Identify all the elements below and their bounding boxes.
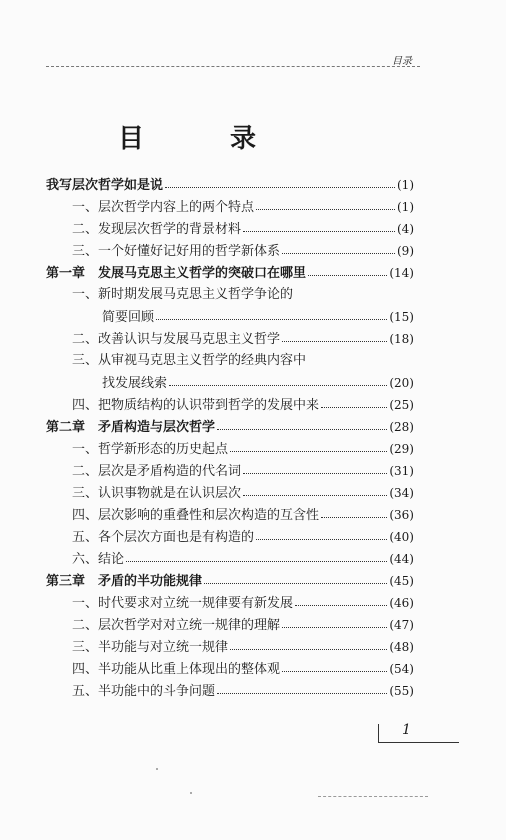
toc-entry (46, 482, 414, 504)
toc-entry (46, 504, 414, 526)
toc-entry (46, 680, 414, 702)
toc-leader-dots (217, 684, 387, 694)
toc-entry-page: (14) (389, 266, 414, 280)
toc-entry (46, 526, 414, 548)
toc-entry (46, 240, 414, 262)
toc-leader-dots (282, 332, 387, 342)
toc-entry-title: 二、层次哲学对对立统一规律的理解 (72, 618, 281, 633)
toc-entry-page: (34) (389, 486, 414, 500)
toc-entry-page: (40) (389, 530, 414, 544)
toc-entry (46, 372, 414, 394)
header-section-label: 目录 (392, 56, 412, 67)
toc-entry-title: 简要回顾 (102, 310, 155, 325)
toc-entry-page: (25) (389, 398, 414, 412)
toc-leader-dots (256, 530, 387, 540)
toc-leader-dots (282, 662, 387, 672)
toc-entry (46, 218, 414, 240)
toc-entry-page: (46) (389, 596, 414, 610)
toc-entry (46, 262, 414, 284)
toc-entry-page: (1) (397, 200, 414, 214)
toc-leader-dots (308, 266, 387, 276)
footer-frame (378, 724, 459, 743)
toc-entry-page: (20) (389, 376, 414, 390)
toc-entry-title: 五、各个层次方面也是有构造的 (72, 530, 255, 545)
toc-leader-dots (204, 574, 387, 584)
toc-entry (46, 592, 414, 614)
toc-entry-title: 第二章 矛盾构造与层次哲学 (46, 420, 216, 435)
toc-entry (46, 306, 414, 328)
toc-entry-title: 四、层次影响的重叠性和层次构造的互含性 (72, 508, 320, 523)
toc-entry-title: 四、半功能从比重上体现出的整体观 (72, 662, 281, 677)
toc-entry-title: 第一章 发展马克思主义哲学的突破口在哪里 (46, 266, 307, 281)
toc-entry (46, 174, 414, 196)
toc-entry (46, 416, 414, 438)
toc-entry-page: (9) (397, 244, 414, 258)
toc-entry-title: 二、层次是矛盾构造的代名词 (72, 464, 242, 479)
table-of-contents (46, 174, 414, 702)
toc-entry-title: 一、时代要求对立统一规律要有新发展 (72, 596, 294, 611)
toc-leader-dots (321, 398, 387, 408)
toc-entry-title: 三、认识事物就是在认识层次 (72, 486, 242, 501)
toc-entry-title: 六、结论 (72, 552, 125, 567)
toc-entry-title: 一、层次哲学内容上的两个特点 (72, 200, 255, 215)
toc-entry (46, 548, 414, 570)
toc-entry (46, 460, 414, 482)
toc-leader-dots (256, 200, 395, 210)
toc-leader-dots (126, 552, 387, 562)
scan-artifact-line (318, 796, 428, 797)
toc-entry-title: 一、新时期发展马克思主义哲学争论的 (72, 287, 294, 302)
toc-entry-title: 三、从审视马克思主义哲学的经典内容中 (72, 353, 307, 368)
toc-entry (46, 350, 414, 372)
toc-entry-page: (48) (389, 640, 414, 654)
toc-leader-dots (282, 244, 395, 254)
toc-leader-dots (169, 376, 387, 386)
toc-entry-page: (47) (389, 618, 414, 632)
toc-entry (46, 394, 414, 416)
toc-entry-title: 我写层次哲学如是说 (46, 178, 164, 193)
toc-entry-title: 找发展线索 (102, 376, 168, 391)
toc-leader-dots (321, 508, 387, 518)
toc-entry-title: 五、半功能中的斗争问题 (72, 684, 216, 699)
toc-entry-title: 四、把物质结构的认识带到哲学的发展中来 (72, 398, 320, 413)
toc-entry (46, 658, 414, 680)
toc-entry (46, 284, 414, 306)
scan-artifact-dot (190, 792, 192, 794)
page-title (118, 118, 258, 155)
toc-entry-page: (45) (389, 574, 414, 588)
toc-entry (46, 328, 414, 350)
scan-artifact-dot (156, 768, 158, 770)
toc-entry-page: (15) (389, 310, 414, 324)
toc-entry (46, 636, 414, 658)
toc-entry-page: (1) (397, 178, 414, 192)
toc-entry (46, 570, 414, 592)
footer-page-number: 1 (402, 722, 411, 738)
toc-entry (46, 614, 414, 636)
toc-leader-dots (156, 310, 387, 320)
toc-entry-page: (54) (389, 662, 414, 676)
toc-leader-dots (243, 464, 387, 474)
toc-leader-dots (165, 178, 395, 188)
toc-entry-title: 三、半功能与对立统一规律 (72, 640, 229, 655)
toc-leader-dots (230, 640, 387, 650)
toc-leader-dots (243, 486, 387, 496)
title-char-2: 录 (229, 124, 258, 154)
toc-leader-dots (230, 442, 387, 452)
title-char-1: 目 (118, 124, 147, 154)
toc-entry-title: 一、哲学新形态的历史起点 (72, 442, 229, 457)
toc-leader-dots (217, 420, 387, 430)
header-rule (46, 66, 420, 67)
toc-entry-page: (44) (389, 552, 414, 566)
toc-entry-page: (29) (389, 442, 414, 456)
toc-leader-dots (295, 596, 387, 606)
toc-entry-page: (55) (389, 684, 414, 698)
toc-entry-title: 二、发现层次哲学的背景材料 (72, 222, 242, 237)
toc-entry-page: (18) (389, 332, 414, 346)
toc-entry-page: (4) (397, 222, 414, 236)
toc-leader-dots (282, 618, 387, 628)
toc-entry-title: 三、一个好懂好记好用的哲学新体系 (72, 244, 281, 259)
toc-entry-title: 二、改善认识与发展马克思主义哲学 (72, 332, 281, 347)
toc-entry (46, 196, 414, 218)
toc-leader-dots (243, 222, 395, 232)
toc-entry-page: (36) (389, 508, 414, 522)
toc-entry-page: (31) (389, 464, 414, 478)
toc-entry-page: (28) (389, 420, 414, 434)
toc-entry-title: 第三章 矛盾的半功能规律 (46, 574, 203, 589)
toc-entry (46, 438, 414, 460)
